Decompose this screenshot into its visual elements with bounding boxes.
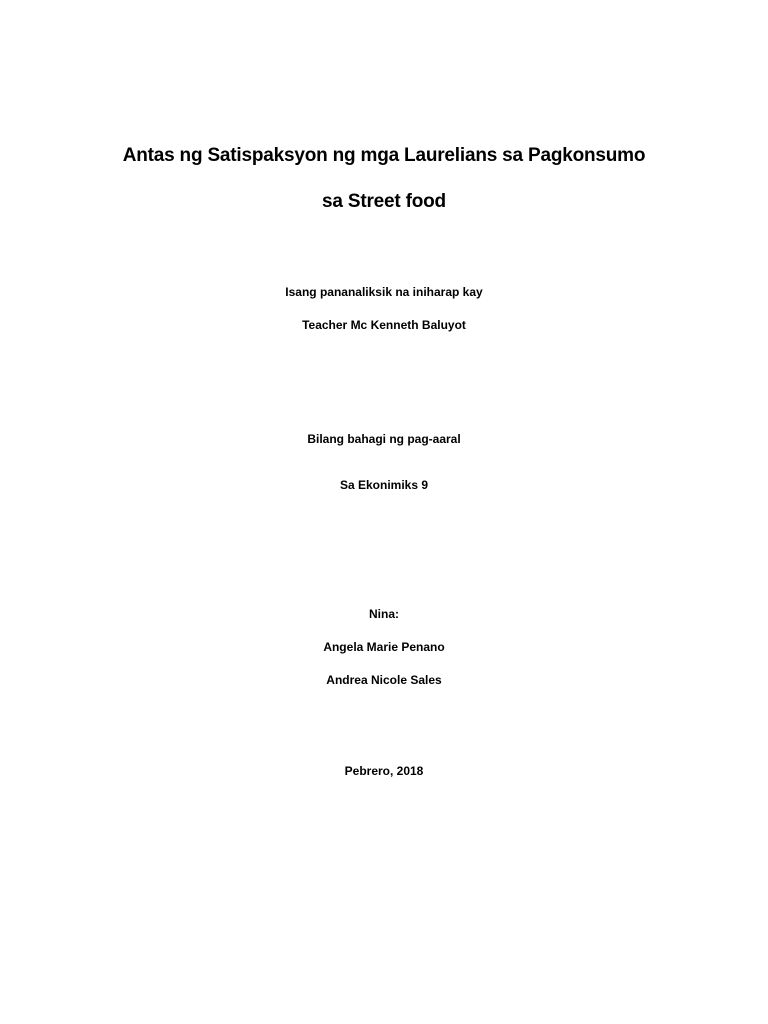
- document-title-line-1: Antas ng Satispaksyon ng mga Laurelians sa Pagkonsumo: [122, 145, 646, 166]
- author-name: Andrea Nicole Sales: [326, 673, 442, 687]
- presented-to-line: Isang pananaliksik na iniharap kay: [285, 285, 483, 299]
- subject-line: Sa Ekonimiks 9: [339, 478, 429, 492]
- document-date: Pebrero, 2018: [344, 764, 424, 778]
- teacher-name: Teacher Mc Kenneth Baluyot: [302, 318, 466, 332]
- author-name: Angela Marie Penano: [323, 640, 445, 654]
- course-part-line: Bilang bahagi ng pag-aaral: [307, 432, 461, 446]
- authors-label: Nina:: [369, 607, 399, 621]
- document-title-line-2: sa Street food: [322, 191, 446, 212]
